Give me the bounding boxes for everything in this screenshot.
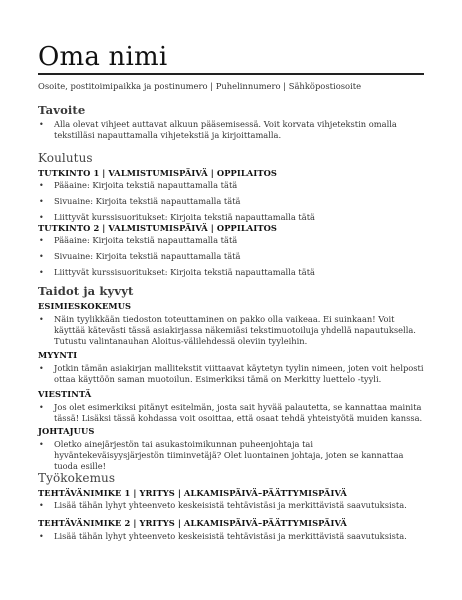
list-item[interactable]: • Jotkin tämän asiakirjan mallitekstit viittaavat käytetyn tyylin nimeen, joten voit helposti ottaa käyttöön saman muotoilun. Esimerkiksi tämä on Merkitty luettelo -tyyli. bbox=[39, 363, 424, 385]
objective-heading: Tavoite bbox=[38, 103, 86, 117]
skill-group-list bbox=[38, 363, 424, 385]
bullet-icon: • bbox=[39, 181, 44, 190]
job-title[interactable]: TEHTÄVÄNIMIKE 2 | YRITYS | ALKAMISPÄIVÄ–PÄÄTTYMISPÄIVÄ bbox=[38, 518, 347, 528]
contact-info[interactable]: Osoite, postitoimipaikka ja postinumero | Puhelinnumero | Sähköpostiosoite bbox=[38, 81, 362, 91]
list-item[interactable]: • Lisää tähän lyhyt yhteenveto keskeisistä tehtävistäsi ja merkittävistä saavutuksista. bbox=[39, 500, 407, 510]
bullet-icon: • bbox=[39, 267, 44, 277]
bullet-icon: • bbox=[39, 403, 44, 412]
bullet-icon: • bbox=[39, 364, 44, 373]
skill-group-title[interactable]: MYYNTI bbox=[38, 350, 78, 360]
list-item[interactable]: • Sivuaine: Kirjoita tekstiä napauttamalla tätä bbox=[39, 250, 241, 261]
list-item[interactable]: • Pääaine: Kirjoita tekstiä napauttamalla tätä bbox=[39, 180, 238, 190]
bullet-icon: • bbox=[39, 440, 44, 449]
bullet-icon: • bbox=[39, 212, 44, 222]
list-item[interactable]: • Oletko ainejärjestön tai asukastoimikunnan puheenjohtaja tai hyväntekeväisyysjärjestön tiiminvetäjä? Olet luontainen johtaja, joten se kannattaa tuoda esille! bbox=[39, 439, 404, 472]
list-item[interactable]: • Alla olevat vihjeet auttavat alkuun pääsemisessä. Voit korvata vihjetekstin omalla tekstilläsi napauttamalla vihjetekstiä ja kirjoittamalla. bbox=[39, 119, 397, 141]
job-title[interactable]: TEHTÄVÄNIMIKE 1 | YRITYS | ALKAMISPÄIVÄ–PÄÄTTYMISPÄIVÄ bbox=[38, 488, 347, 498]
header-divider bbox=[38, 73, 424, 75]
objective-list bbox=[38, 119, 424, 141]
skill-group-title[interactable]: VIESTINTÄ bbox=[38, 389, 92, 399]
degree-2-title[interactable]: TUTKINTO 2 | VALMISTUMISPÄIVÄ | OPPILAITOS bbox=[38, 223, 278, 233]
bullet-icon: • bbox=[39, 120, 44, 129]
degree-1-title[interactable]: TUTKINTO 1 | VALMISTUMISPÄIVÄ | OPPILAITOS bbox=[38, 168, 278, 178]
skill-group-list bbox=[38, 439, 424, 473]
bullet-icon: • bbox=[39, 236, 44, 245]
skill-group-list bbox=[38, 314, 424, 348]
skill-group-title[interactable]: ESIMIESKOKEMUS bbox=[38, 301, 132, 311]
list-item[interactable]: • Liittyvät kurssisuoritukset: Kirjoita tekstiä napauttamalla tätä bbox=[39, 211, 315, 222]
list-item[interactable]: • Liittyvät kurssisuoritukset: Kirjoita tekstiä napauttamalla tätä bbox=[39, 266, 315, 277]
degree-2-list bbox=[38, 235, 424, 278]
skills-heading: Taidot ja kyvyt bbox=[38, 284, 134, 298]
list-item[interactable]: • Sivuaine: Kirjoita tekstiä napauttamalla tätä bbox=[39, 195, 241, 206]
bullet-icon: • bbox=[39, 251, 44, 261]
degree-1-list bbox=[38, 180, 424, 223]
job-list bbox=[38, 500, 424, 511]
list-item[interactable]: • Lisää tähän lyhyt yhteenveto keskeisistä tehtävistäsi ja merkittävistä saavutuksista. bbox=[39, 531, 407, 541]
education-heading: Koulutus bbox=[38, 151, 93, 165]
job-list bbox=[38, 531, 424, 542]
list-item[interactable]: • Jos olet esimerkiksi pitänyt esitelmän, josta sait hyvää palautetta, se kannattaa mainita tässä! Lisäksi tässä kohdassa voit osoittaa, että osaat tehdä yhteistyötä muiden kanssa. bbox=[39, 402, 423, 424]
experience-heading: Työkokemus bbox=[38, 471, 116, 485]
resume-name[interactable]: Oma nimi bbox=[38, 42, 168, 72]
skill-group-title[interactable]: JOHTAJUUS bbox=[38, 426, 95, 436]
list-item[interactable]: • Pääaine: Kirjoita tekstiä napauttamalla tätä bbox=[39, 235, 238, 245]
bullet-icon: • bbox=[39, 315, 44, 324]
bullet-icon: • bbox=[39, 196, 44, 206]
bullet-icon: • bbox=[39, 501, 44, 510]
list-item[interactable]: • Näin tyylikkään tiedoston toteuttaminen on pakko olla vaikeaa. Ei suinkaan! Voit käyttää kätevästi tässä asiakirjassa näkemiäsi tekstimuotoiluja yhdellä napautuksella. Tutustu valintanauhan Aloitus-välilehdessä oleviin tyyleihin. bbox=[39, 314, 416, 347]
skill-group-list bbox=[38, 402, 424, 424]
bullet-icon: • bbox=[39, 532, 44, 541]
